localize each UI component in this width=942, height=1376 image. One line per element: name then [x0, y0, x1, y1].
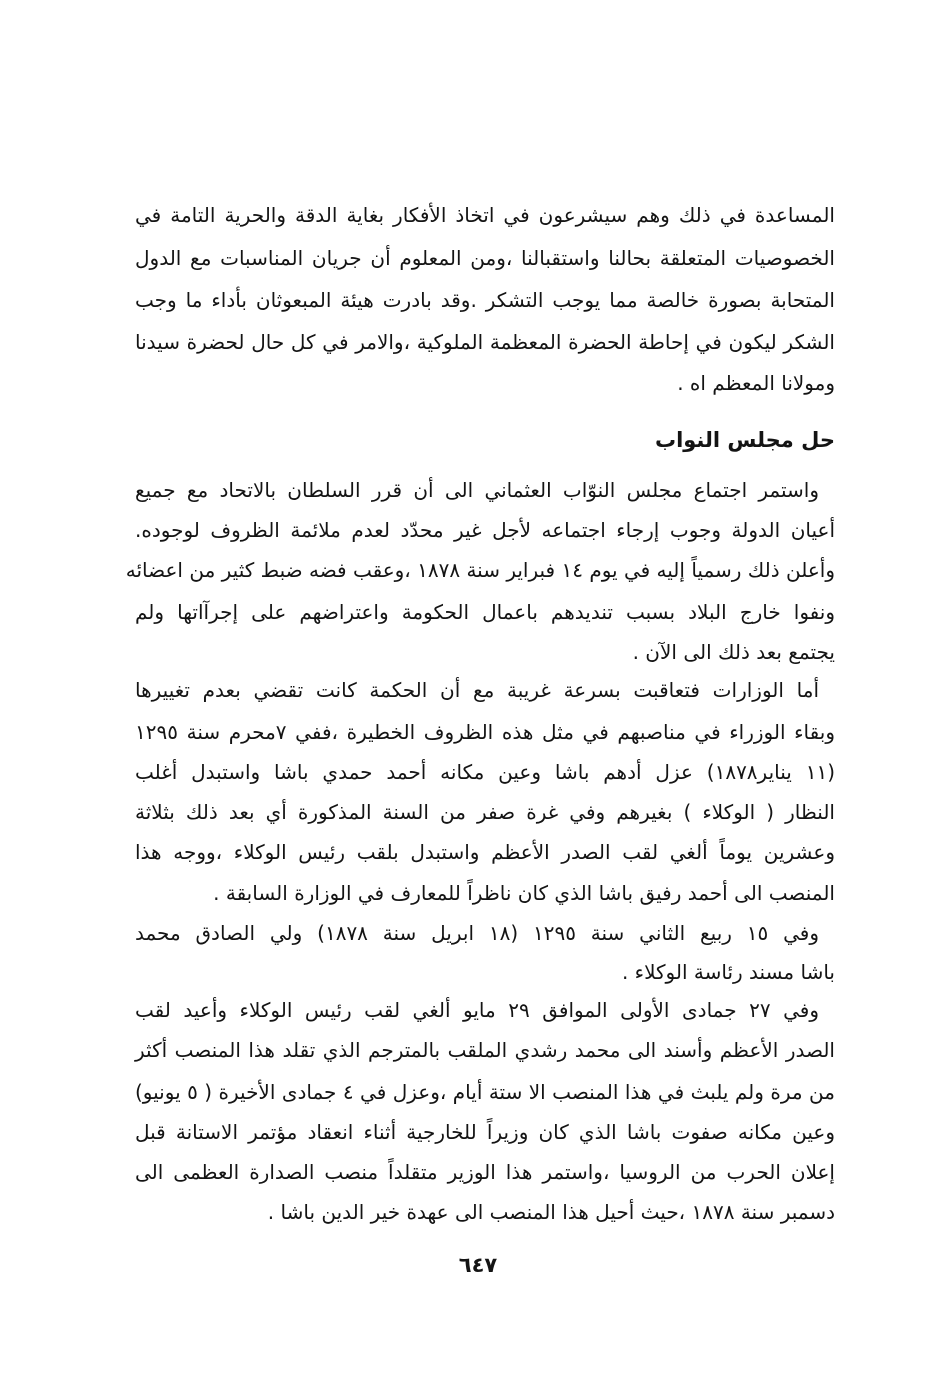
text-line: إعلان الحرب من الروسيا ،واستمر هذا الوزير متقلداً منصب الصدارة العظمى الى [135, 1160, 835, 1184]
text-line: أما الوزارات فتعاقبت بسرعة غريبة مع أن الحكمة كانت تقضي بعدم تغييرها [135, 678, 819, 702]
text-line: يجتمع بعد ذلك الى الآن . [632, 640, 835, 664]
text-line: باشا مسند رئاسة الوكلاء . [621, 960, 835, 984]
text-line: وعين مكانه صفوت باشا الذي كان وزيراً للخارجية أثناء انعقاد مؤتمر الاستانة قبل [135, 1120, 835, 1144]
text-line: النظار ( الوكلاء ) بغيرهم وفي غرة صفر من السنة المذكورة أي بعد ذلك بثلاثة [135, 800, 835, 824]
text-line: المتحابة بصورة خالصة مما يوجب التشكر .وقد بادرت هيئة المبعوثان بأداء ما وجب [135, 288, 835, 312]
text-line: الخصوصيات المتعلقة بحالنا واستقبالنا ،ومن المعلوم أن جريان المناسبات مع الدول [135, 246, 835, 270]
text-line: وفي ١٥ ربيع الثاني سنة ١٢٩٥ (١٨ ابريل سنة ١٨٧٨) ولي الصادق محمد [135, 921, 819, 945]
text-line: المساعدة في ذلك وهم سيشرعون في اتخاذ الأفكار بغاية الدقة والحرية التامة في [135, 203, 835, 227]
text-line: أعيان الدولة وجوب إرجاء اجتماعه لأجل غير محدّد لعدم ملائمة الظروف لوجوده. [135, 518, 835, 542]
text-line: وبقاء الوزراء في مناصبهم في مثل هذه الظروف الخطيرة ،ففي ٧محرم سنة ١٢٩٥ [135, 720, 835, 744]
text-line: من مرة ولم يلبث في هذا المنصب الا ستة أيام ،وعزل في ٤ جمادى الأخيرة ( ٥ يونيو) [135, 1080, 835, 1104]
text-line: وعشرين يوماً ألغي لقب الصدر الأعظم واستبدل بلقب رئيس الوكلاء ،ووجه هذا [135, 840, 835, 864]
text-line: دسمبر سنة ١٨٧٨ ،حيث أحيل هذا المنصب الى عهدة خير الدين باشا . [267, 1200, 835, 1224]
text-line: الشكر ليكون في إحاطة الحضرة المعظمة الملوكية ،والامر في كل حال لحضرة سيدنا [135, 330, 835, 354]
page-number: ٦٤٧ [458, 1253, 498, 1277]
text-line: الصدر الأعظم وأسند الى محمد رشدي الملقب بالمترجم الذي تقلد هذا المنصب أكثر [135, 1038, 835, 1062]
text-line: وفي ٢٧ جمادى الأولى الموافق ٢٩ مايو ألغي لقب رئيس الوكلاء وأعيد لقب [135, 998, 819, 1022]
text-line: واستمر اجتماع مجلس النوّاب العثماني الى أن قرر السلطان بالاتحاد مع جميع [135, 478, 819, 502]
text-line: ونفوا خارج البلاد بسبب تنديدهم باعمال الحكومة واعتراضهم على إجرآاتها ولم [135, 600, 835, 624]
text-line: وأعلن ذلك رسمياً إليه في يوم ١٤ فبراير سنة ١٨٧٨ ،وعقب فضه ضبط كثير من اعضائه [125, 558, 835, 582]
text-line: ومولانا المعظم اه . [677, 371, 835, 395]
section-heading: حل مجلس النواب [654, 428, 835, 452]
text-line: المنصب الى أحمد رفيق باشا الذي كان ناظراً للمعارف في الوزارة السابقة . [213, 881, 835, 905]
text-line: (١١ يناير١٨٧٨) عزل أدهم باشا وعين مكانه أحمد حمدي باشا واستبدل أغلب [135, 760, 835, 784]
